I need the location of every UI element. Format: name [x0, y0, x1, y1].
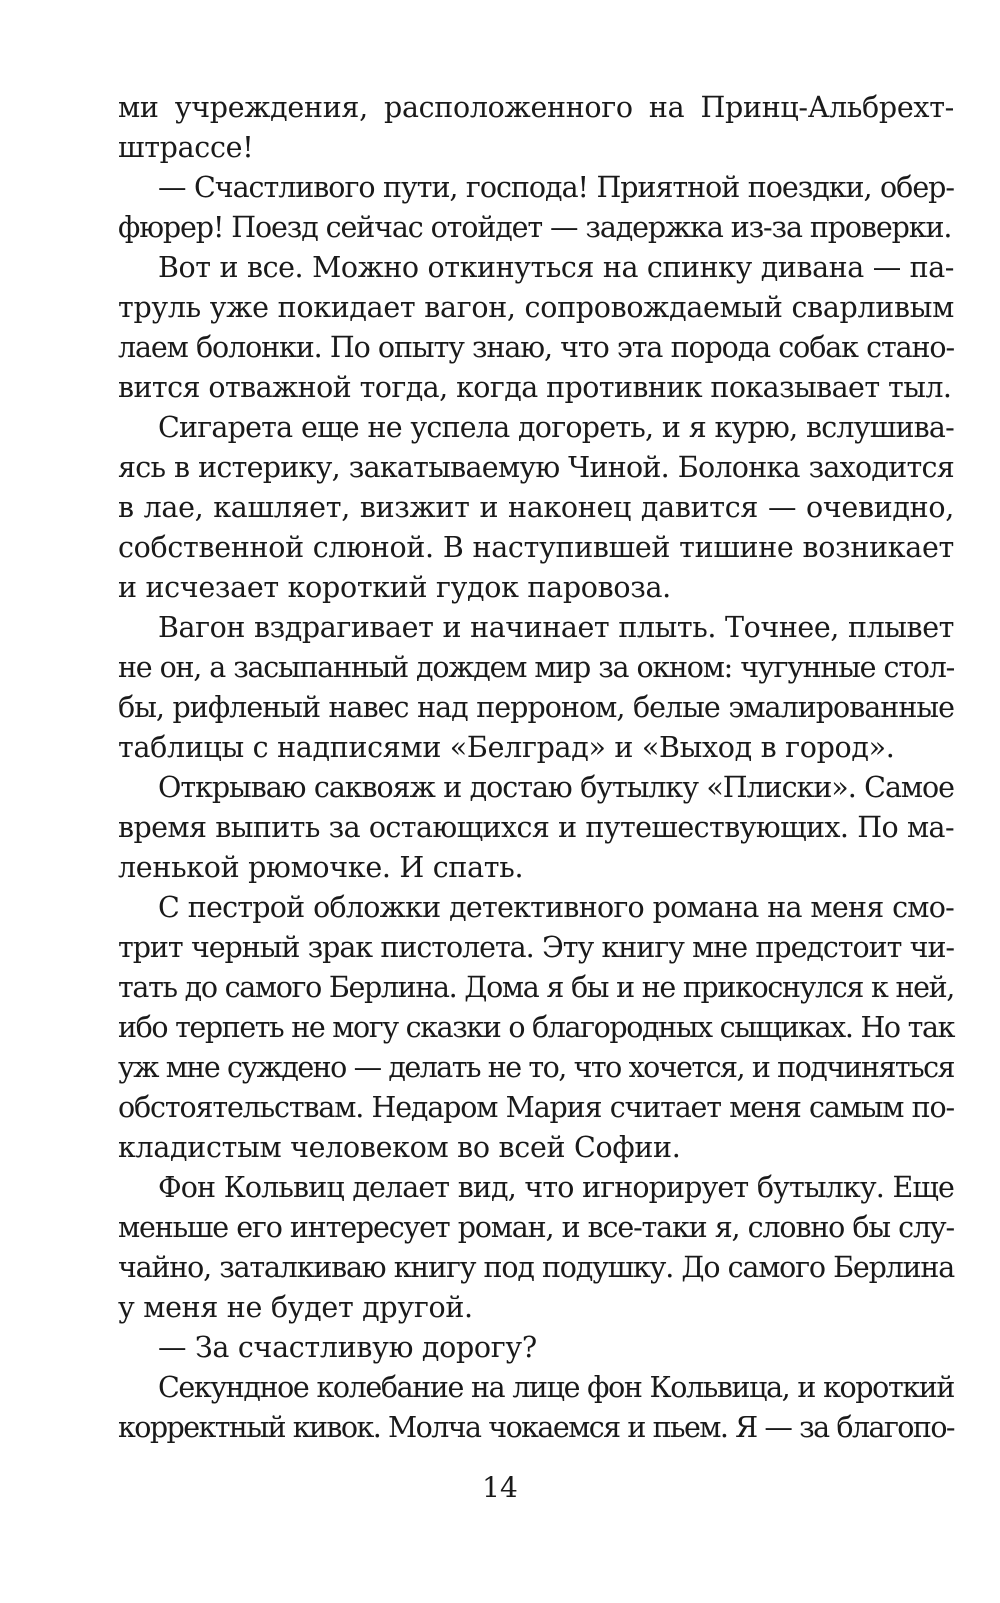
text-line: С пестрой обложки детективного романа на меня смо- [158, 891, 954, 924]
text-line: Секундное колебание на лице фон Кольвица, и короткий [158, 1371, 954, 1404]
text-line: таблицы с надписями «Белград» и «Выход в город». [118, 731, 895, 764]
text-line: бы, рифленый навес над перроном, белые эмалированные [118, 691, 954, 724]
text-line: собственной слюной. В наступившей тишине возникает [118, 531, 954, 564]
text-line: труль уже покидает вагон, сопровождаемый сварливым [118, 291, 954, 324]
text-line: штрассе! [118, 131, 254, 164]
text-line: корректный кивок. Молча чокаемся и пьем. Я — за благопо- [118, 1411, 954, 1444]
text-line: чайно, заталкиваю книгу под подушку. До самого Берлина [118, 1251, 954, 1284]
text-line: Фон Кольвиц делает вид, что игнорирует бутылку. Еще [158, 1171, 954, 1204]
text-line: ибо терпеть не могу сказки о благородных сыщиках. Но так [118, 1011, 954, 1044]
text-line: у меня не будет другой. [118, 1291, 473, 1324]
text-line: — Счастливого пути, господа! Приятной поездки, обер- [158, 171, 954, 204]
text-line: ленькой рюмочке. И спать. [118, 851, 524, 884]
text-line: уж мне суждено — делать не то, что хочется, и подчиняться [118, 1051, 954, 1084]
text-line: трит черный зрак пистолета. Эту книгу мне предстоит чи- [118, 931, 954, 964]
text-line: Открываю саквояж и достаю бутылку «Плиски». Самое [158, 771, 954, 804]
text-line: фюрер! Поезд сейчас отойдет — задержка из-за проверки. [118, 211, 952, 244]
text-line: Вот и все. Можно откинуться на спинку дивана — па- [158, 251, 954, 284]
text-line: меньше его интересует роман, и все-таки я, словно бы слу- [118, 1211, 954, 1244]
text-line: ми учреждения, расположенного на Принц-Альбрехт- [118, 91, 954, 124]
page-text [118, 88, 954, 1448]
text-line: Вагон вздрагивает и начинает плыть. Точнее, плывет [158, 611, 954, 644]
text-line: кладистым человеком во всей Софии. [118, 1131, 681, 1164]
text-line: не он, а засыпанный дождем мир за окном: чугунные стол- [118, 651, 954, 684]
text-line: тать до самого Берлина. Дома я бы и не прикоснулся к ней, [118, 971, 954, 1004]
page-number: 14 [482, 1471, 518, 1504]
text-line: время выпить за остающихся и путешествующих. По ма- [118, 811, 954, 844]
text-line: лаем болонки. По опыту знаю, что эта порода собак стано- [118, 331, 954, 364]
text-line: — За счастливую дорогу? [158, 1331, 537, 1364]
text-line: в лае, кашляет, визжит и наконец давится — очевидно, [118, 491, 954, 524]
text-line: и исчезает короткий гудок паровоза. [118, 571, 671, 604]
text-line: ясь в истерику, закатываемую Чиной. Болонка заходится [118, 451, 954, 484]
text-line: обстоятельствам. Недаром Мария считает меня самым по- [118, 1091, 954, 1124]
text-line: вится отважной тогда, когда противник показывает тыл. [118, 371, 952, 404]
text-line: Сигарета еще не успела догореть, и я курю, вслушива- [158, 411, 954, 444]
